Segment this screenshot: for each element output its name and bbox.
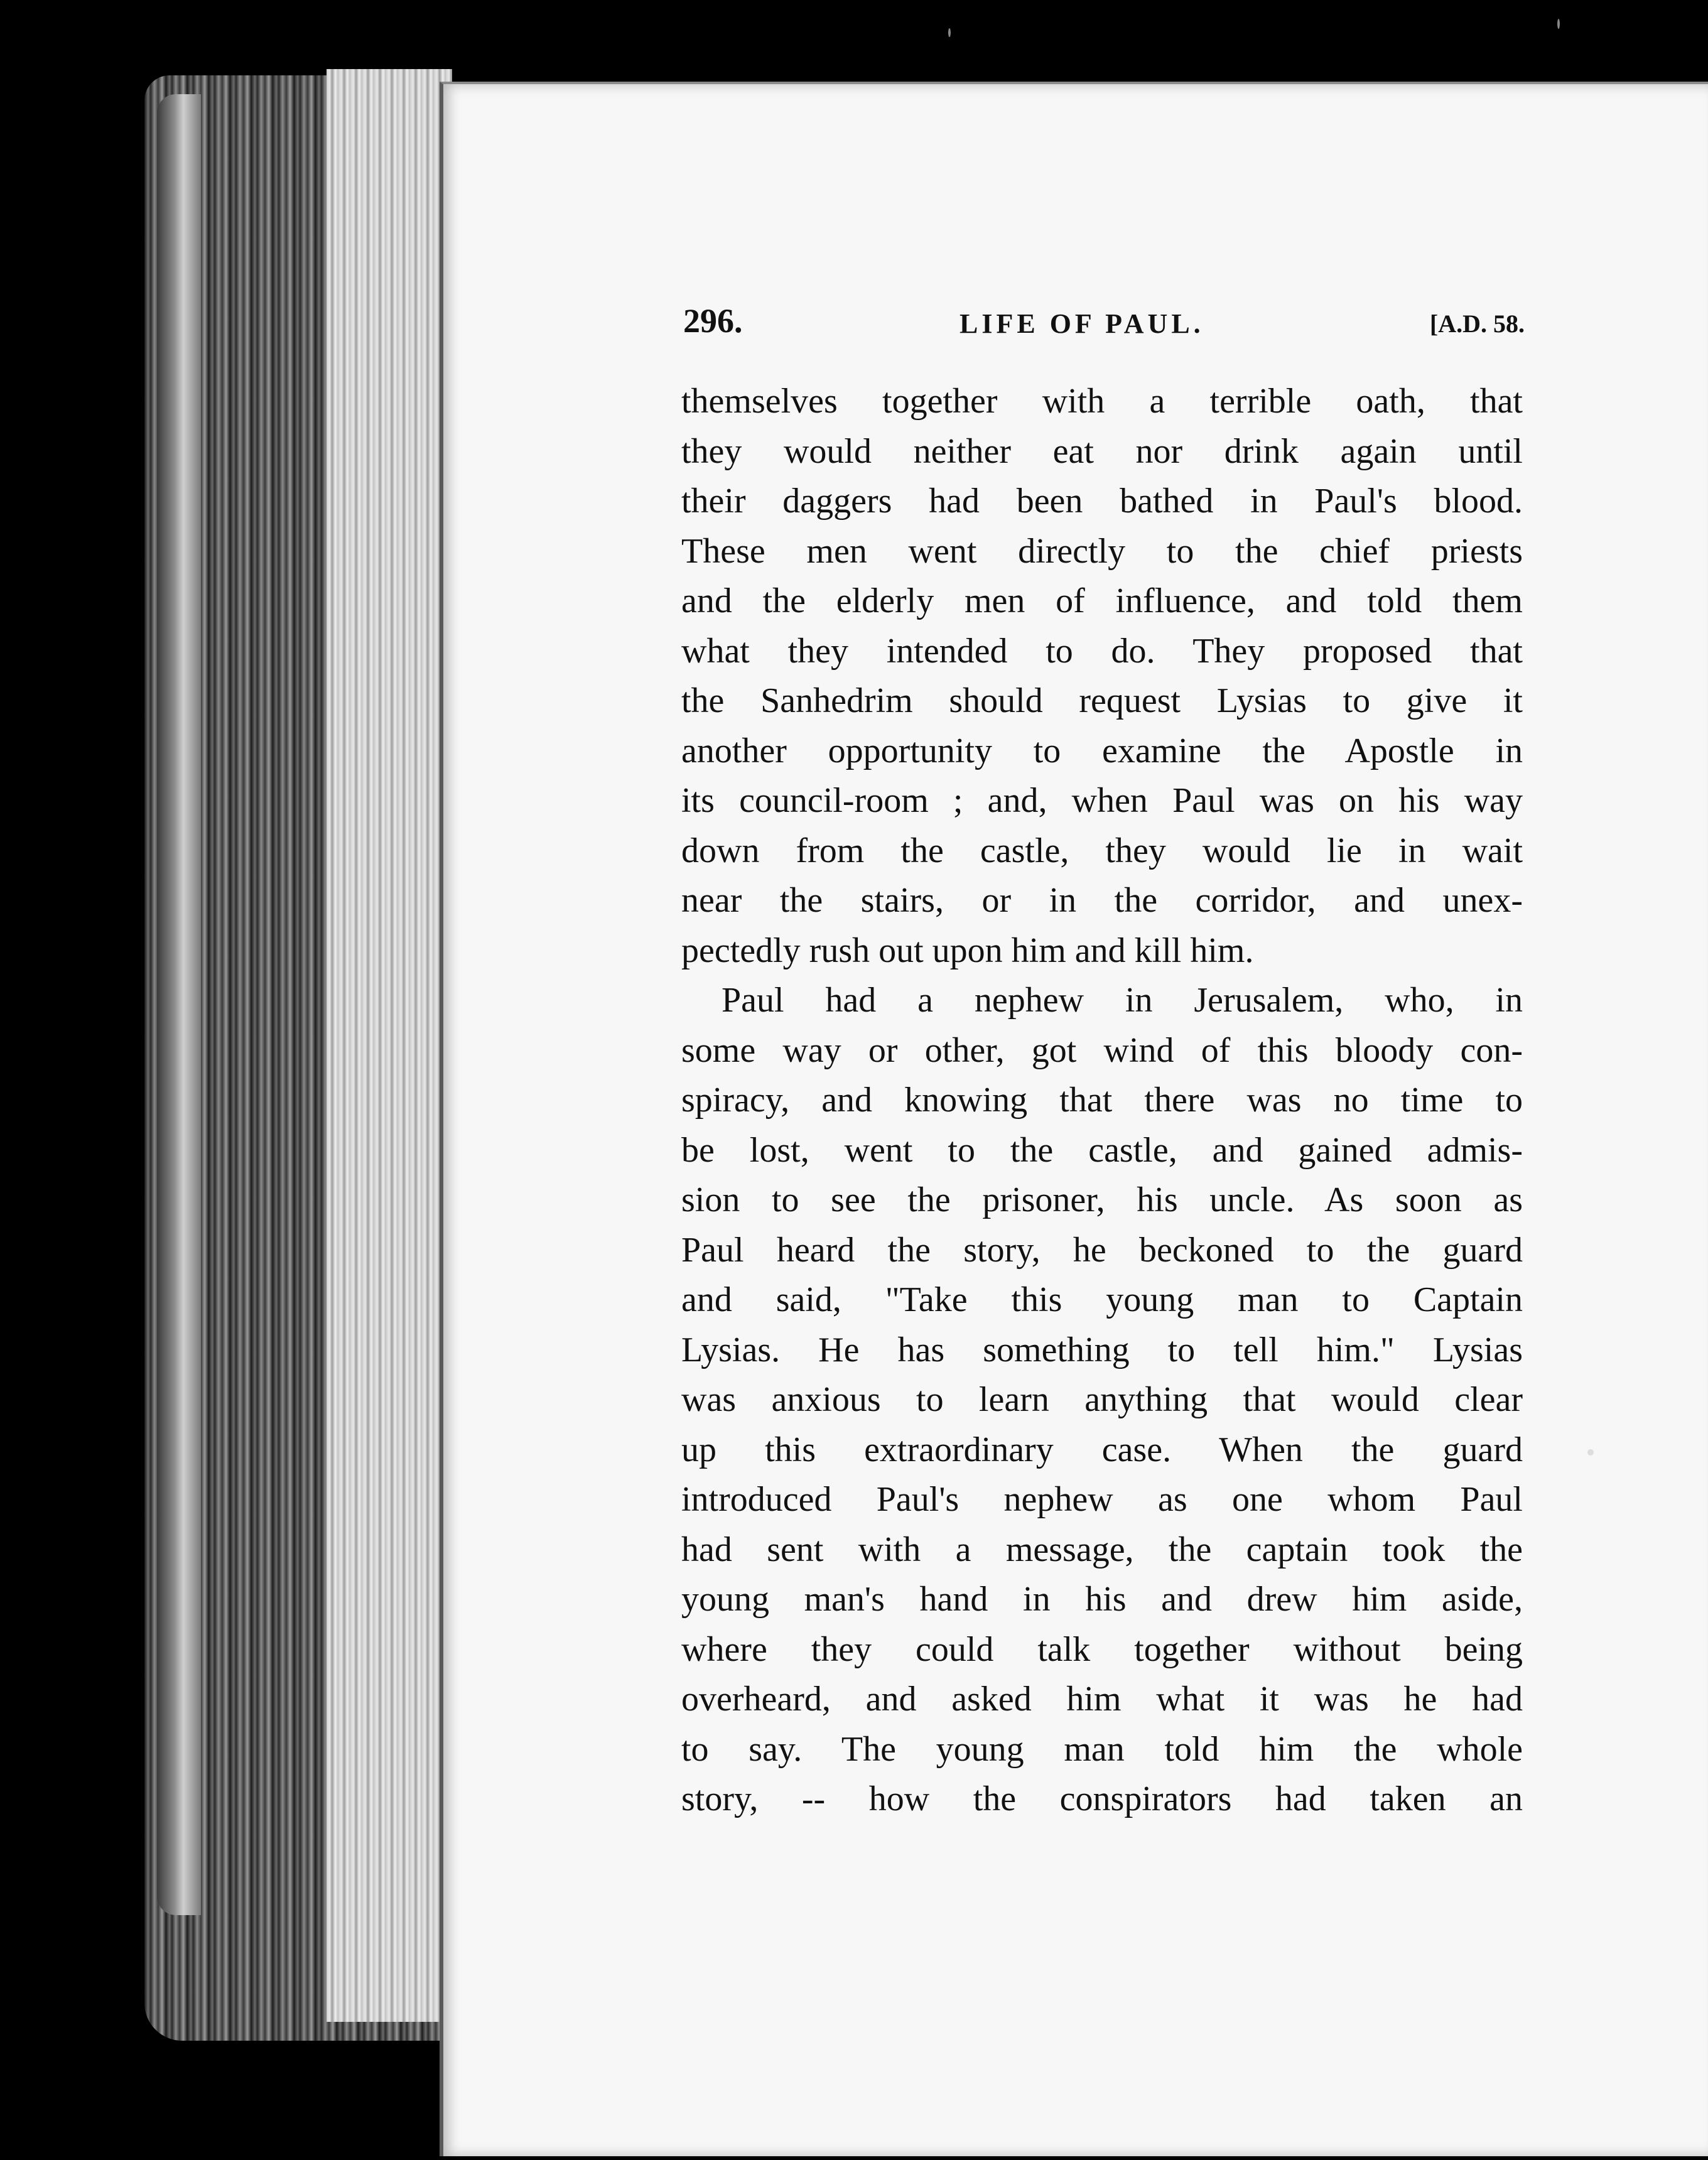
text-line: their daggers had been bathed in Paul's blood. <box>681 482 1523 521</box>
paragraph-1 <box>681 377 1523 976</box>
text-line: Paul heard the story, he beckoned to the guard <box>681 1230 1523 1270</box>
text-line: up this extraordinary case. When the guard <box>681 1430 1523 1469</box>
text-line: Paul had a nephew in Jerusalem, who, in <box>722 981 1523 1020</box>
text-line: pectedly rush out upon him and kill him. <box>681 931 1254 970</box>
text-line: overheard, and asked him what it was he had <box>681 1680 1523 1719</box>
running-date: [A.D. 58. <box>1429 310 1525 338</box>
text-line: be lost, went to the castle, and gained admis- <box>681 1130 1523 1170</box>
text-line: themselves together with a terrible oath, that <box>681 382 1523 421</box>
text-line: story, -- how the conspirators had taken an <box>681 1779 1523 1818</box>
body-text <box>681 377 1523 1825</box>
page-number: 296. <box>683 302 743 340</box>
page-edges-light <box>327 69 452 2022</box>
text-line: young man's hand in his and drew him aside, <box>681 1580 1523 1619</box>
text-line: had sent with a message, the captain took the <box>681 1530 1523 1569</box>
book-spine-edge <box>157 94 201 1915</box>
dust-speck <box>948 28 951 37</box>
text-line: was anxious to learn anything that would clear <box>681 1380 1523 1419</box>
text-line: near the stairs, or in the corridor, and unex- <box>681 881 1523 920</box>
text-line: and the elderly men of influence, and told them <box>681 581 1523 620</box>
page-header <box>683 301 1525 345</box>
text-line: to say. The young man told him the whole <box>681 1729 1523 1769</box>
text-line: introduced Paul's nephew as one whom Paul <box>681 1480 1523 1519</box>
paragraph-2 <box>681 976 1523 1825</box>
text-line: down from the castle, they would lie in wait <box>681 831 1523 870</box>
dust-speck <box>1587 1449 1594 1455</box>
text-line: Lysias. He has something to tell him." Lysias <box>681 1330 1523 1369</box>
text-line: its council-room ; and, when Paul was on his way <box>681 781 1523 820</box>
text-line: and said, "Take this young man to Captain <box>681 1280 1523 1319</box>
text-line: These men went directly to the chief priests <box>681 531 1523 571</box>
text-line: another opportunity to examine the Apostle in <box>681 731 1523 770</box>
text-line: spiracy, and knowing that there was no time to <box>681 1081 1523 1120</box>
text-line: where they could talk together without being <box>681 1629 1523 1669</box>
text-line: some way or other, got wind of this bloody con- <box>681 1030 1523 1070</box>
text-line: what they intended to do. They proposed that <box>681 631 1523 671</box>
running-title: LIFE OF PAUL. <box>959 308 1204 339</box>
text-line: sion to see the prisoner, his uncle. As soon as <box>681 1180 1523 1219</box>
text-line: they would neither eat nor drink again until <box>681 431 1523 471</box>
text-line: the Sanhedrim should request Lysias to give it <box>681 681 1523 720</box>
dust-speck <box>1557 19 1560 29</box>
